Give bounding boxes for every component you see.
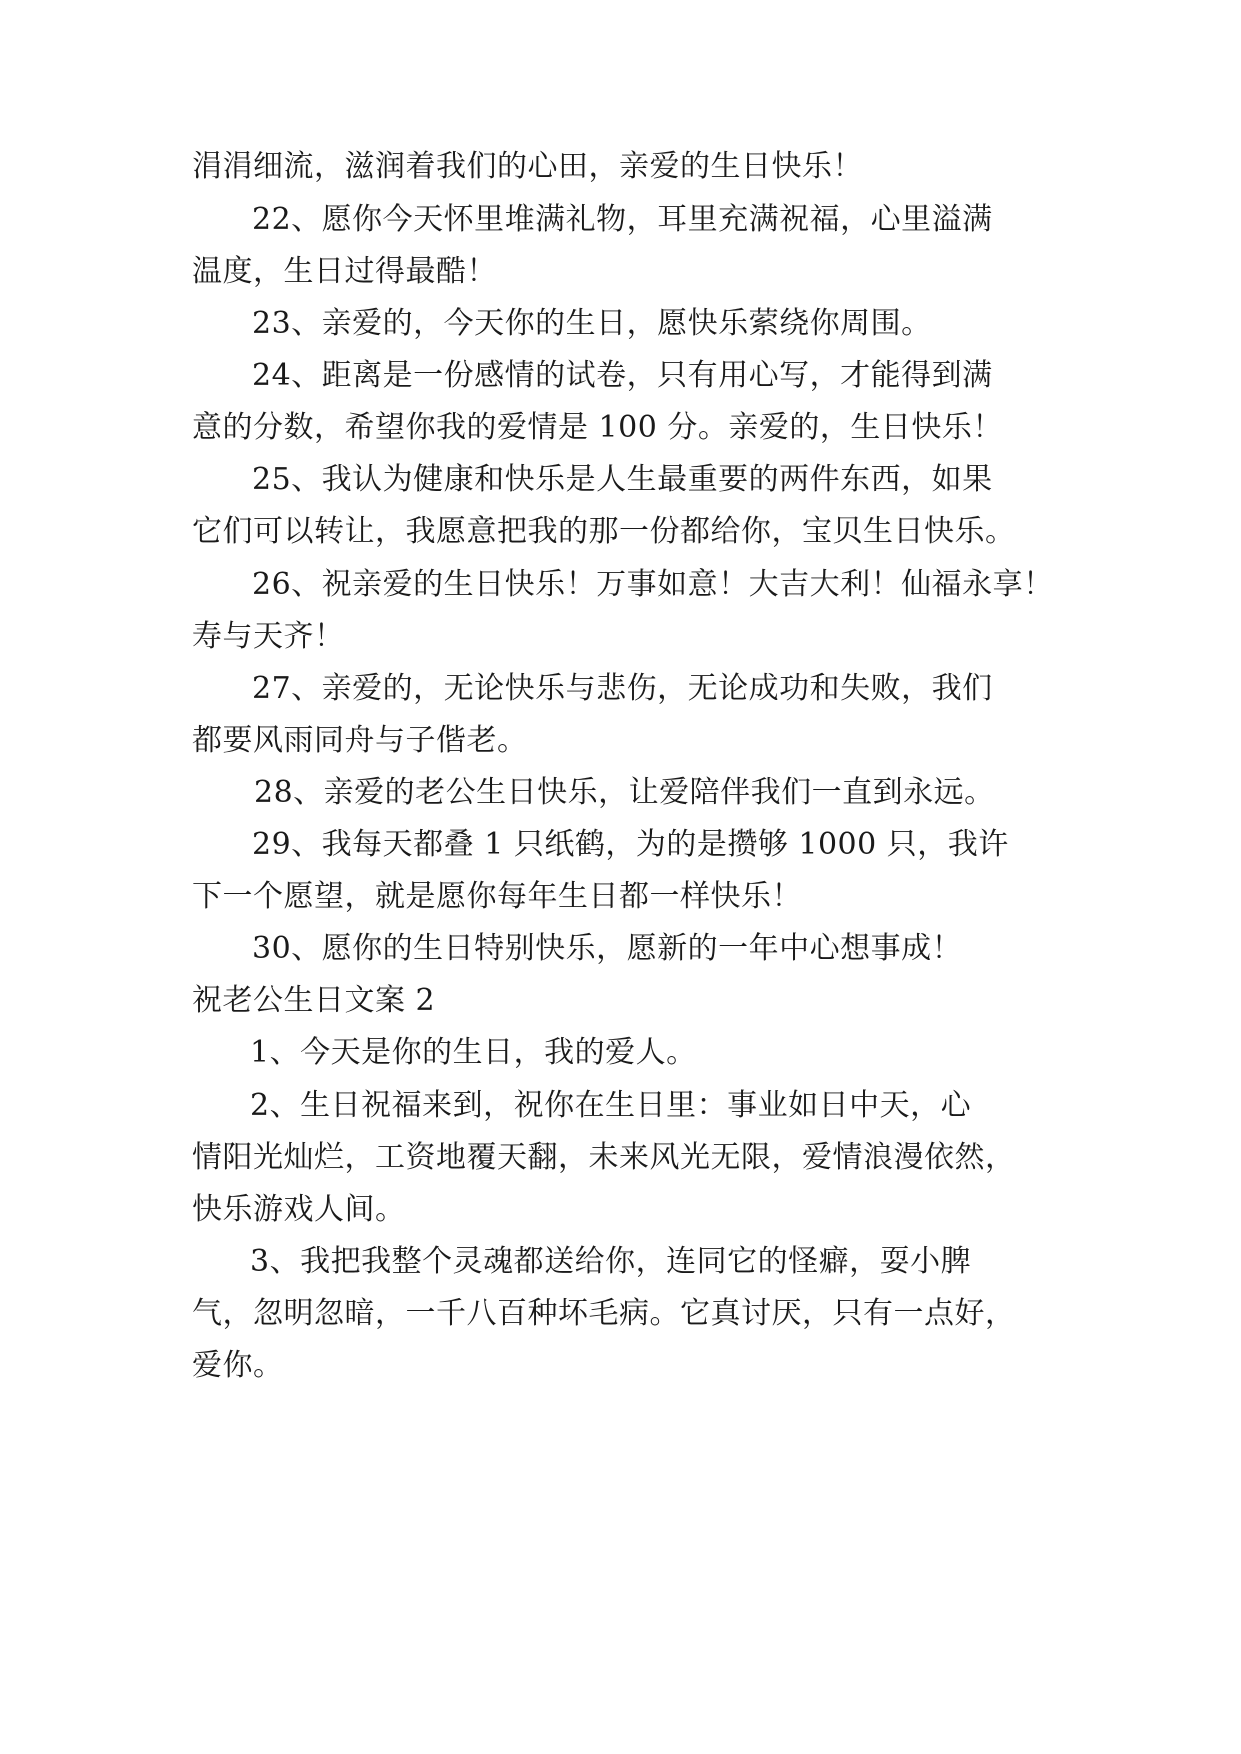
text-line: 25、我认为健康和快乐是人生最重要的两件东西，如果 (252, 462, 993, 497)
text-line: 意的分数，希望你我的爱情是 100 分。亲爱的，生日快乐！ (192, 410, 1003, 445)
text-line: 寿与天齐！ (192, 619, 345, 654)
text-line: 30、愿你的生日特别快乐，愿新的一年中心想事成！ (252, 931, 963, 966)
text-line: 2、生日祝福来到，祝你在生日里：事业如日中天，心 (250, 1088, 972, 1123)
text-line: 气，忽明忽暗，一千八百种坏毛病。它真讨厌，只有一点好， (192, 1296, 1016, 1331)
text-line: 快乐游戏人间。 (192, 1192, 406, 1227)
section-heading: 祝老公生日文案 2 (192, 983, 436, 1018)
text-line: 1、今天是你的生日，我的爱人。 (250, 1035, 697, 1070)
text-line: 23、亲爱的，今天你的生日，愿快乐萦绕你周围。 (252, 306, 932, 341)
text-line: 27、亲爱的，无论快乐与悲伤，无论成功和失败，我们 (252, 671, 993, 706)
text-line: 3、我把我整个灵魂都送给你，连同它的怪癖，耍小脾 (250, 1244, 972, 1279)
text-line: 下一个愿望，就是愿你每年生日都一样快乐！ (192, 879, 802, 914)
text-line: 涓涓细流，滋润着我们的心田，亲爱的生日快乐！ (192, 149, 863, 184)
text-line: 爱你。 (192, 1348, 284, 1383)
text-line: 22、愿你今天怀里堆满礼物，耳里充满祝福，心里溢满 (252, 202, 993, 237)
text-line: 温度，生日过得最酷！ (192, 254, 497, 289)
text-line: 情阳光灿烂，工资地覆天翻，未来风光无限，爱情浪漫依然， (192, 1140, 1016, 1175)
text-line: 都要风雨同舟与子偕老。 (192, 723, 528, 758)
text-line: 29、我每天都叠 1 只纸鹤，为的是攒够 1000 只，我许 (252, 827, 1009, 862)
text-line: 26、祝亲爱的生日快乐！万事如意！大吉大利！仙福永享！ (252, 567, 1054, 602)
text-line: 28、亲爱的老公生日快乐，让爱陪伴我们一直到永远。 (254, 775, 995, 810)
text-line: 24、距离是一份感情的试卷，只有用心写，才能得到满 (252, 358, 993, 393)
text-line: 它们可以转让，我愿意把我的那一份都给你，宝贝生日快乐。 (192, 514, 1016, 549)
